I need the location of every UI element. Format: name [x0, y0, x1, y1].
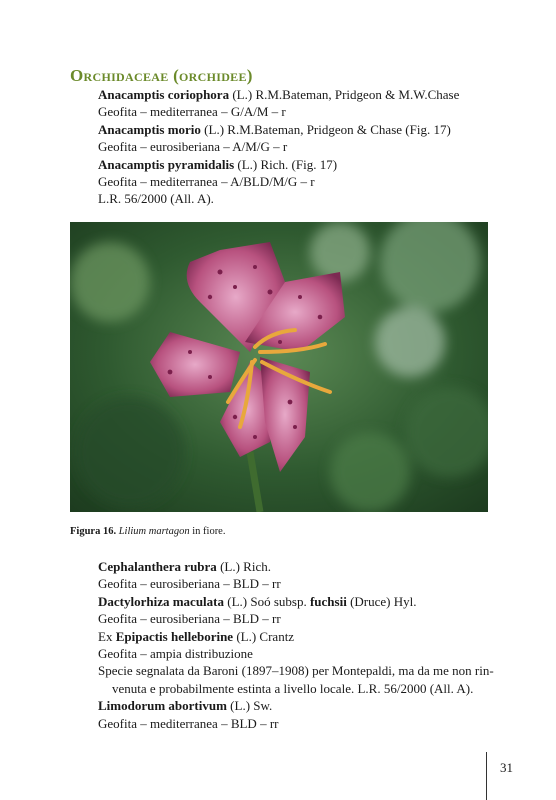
figure-label: Figura 16.	[70, 526, 117, 537]
species-line	[98, 628, 494, 645]
species-authority: (L.) Soó subsp.	[224, 593, 310, 609]
figure-caption	[70, 526, 225, 537]
habitat-line: Geofita – mediterranea – BLD – rr	[98, 715, 279, 731]
species-authority: (L.) R.M.Bateman, Pridgeon & M.W.Chase	[229, 87, 460, 102]
species-authority: (L.) Rich. (Fig. 17)	[234, 156, 338, 172]
species-name: Anacamptis pyramidalis	[98, 156, 235, 172]
note-line: Specie segnalata da Baroni (1897–1908) per Montepaldi, ma da me non rin-	[98, 663, 494, 679]
lily-photo	[70, 222, 488, 512]
species-line	[98, 593, 494, 610]
species-authority: (L.) Sw.	[226, 698, 273, 714]
habitat-line: Geofita – ampia distribuzione	[98, 646, 253, 662]
habitat-line: Geofita – mediterranea – G/A/M – r	[98, 104, 286, 120]
species-line	[98, 558, 494, 575]
species-authority: (L.) Rich.	[216, 559, 271, 574]
page-number: 31	[500, 760, 513, 775]
species-prefix: Ex	[98, 628, 116, 644]
figure-caption-rest: in fiore.	[189, 526, 226, 537]
species-line	[98, 697, 494, 714]
species-authority: (L.) Crantz	[233, 628, 295, 644]
section-heading: Orchidaceae (orchidee)	[70, 66, 253, 85]
species-name: Limodorum abortivum	[98, 698, 227, 714]
habitat-line: Geofita – eurosiberiana – BLD – rr	[98, 611, 281, 627]
species-name: Epipactis helleborine	[115, 628, 234, 644]
species-authority: (Druce) Hyl.	[346, 593, 417, 609]
bottom-entries	[98, 558, 494, 732]
species-line	[98, 86, 459, 103]
species-name: Anacamptis coriophora	[98, 87, 230, 102]
species-name: Cephalanthera rubra	[98, 559, 217, 574]
habitat-line: Geofita – eurosiberiana – BLD – rr	[98, 576, 281, 592]
species-name: Dactylorhiza maculata	[98, 593, 225, 609]
habitat-line: Geofita – mediterranea – A/BLD/M/G – r	[98, 174, 315, 190]
top-entries	[98, 86, 459, 208]
legal-note: L.R. 56/2000 (All. A).	[98, 191, 214, 207]
figure-species: Lilium martagon	[118, 526, 190, 537]
footer-rule	[486, 752, 487, 800]
note-line: venuta e probabilmente estinta a livello locale. L.R. 56/2000 (All. A).	[112, 680, 474, 696]
habitat-line: Geofita – eurosiberiana – A/M/G – r	[98, 139, 288, 155]
subspecies-name: fuchsii	[309, 593, 347, 609]
species-authority: (L.) R.M.Bateman, Pridgeon & Chase (Fig. 17)	[200, 121, 451, 137]
species-name: Anacamptis morio	[98, 121, 201, 137]
species-line	[98, 121, 459, 138]
species-line	[98, 156, 459, 173]
